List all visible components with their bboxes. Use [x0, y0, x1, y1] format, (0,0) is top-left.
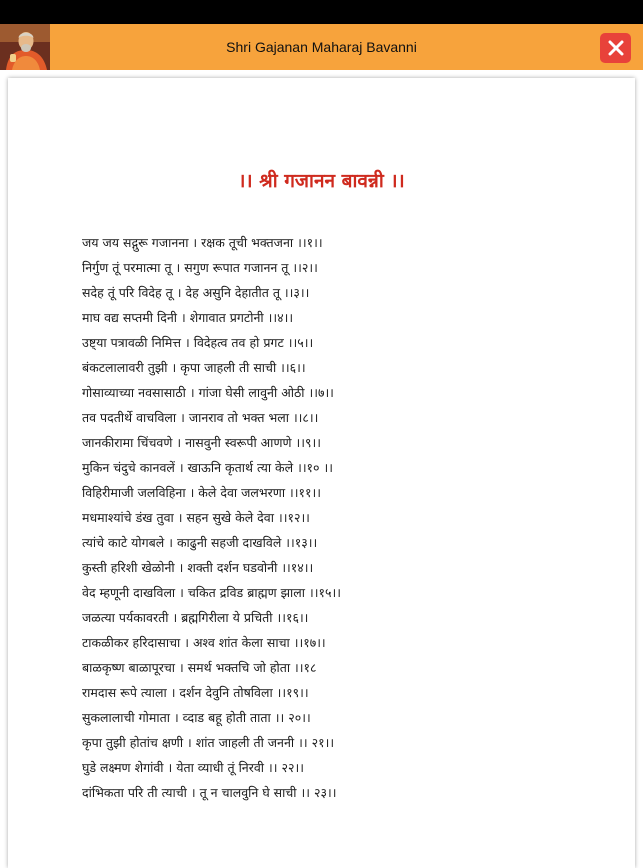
verse-line: टाकळीकर हरिदासाचा । अश्व शांत केला साचा ।।१७।।	[82, 635, 326, 650]
app-title: Shri Gajanan Maharaj Bavanni	[226, 39, 417, 55]
verse-line: निर्गुण तूं परमात्मा तू । सगुण रूपात गजानन तू ।।२।।	[82, 260, 318, 275]
content-card	[8, 78, 635, 868]
verse-line: माघ वद्य सप्तमी दिनी । शेगावात प्रगटोनी ।।४।।	[82, 310, 294, 325]
verse-line: गोसाव्याच्या नवसासाठी । गांजा घेसी लावुनी ओठी ।।७।।	[82, 385, 334, 400]
close-button[interactable]	[600, 33, 631, 63]
status-bar	[0, 0, 643, 24]
app-header	[0, 24, 643, 70]
verse-line: दांभिकता परि ती त्याची । तू न चालवुनि घे साची ।। २३।।	[82, 785, 337, 800]
verse-line: मधमाश्यांचे डंख तुवा । सहन सुखे केले देवा ।।१२।।	[82, 510, 310, 525]
verse-line: सदेह तूं परि विदेह तू । देह असुनि देहातीत तू ।।३।।	[82, 285, 310, 300]
verse-line: कृपा तुझी होतांच क्षणी । शांत जाहली ती जननी ।। २१।।	[82, 735, 335, 750]
verse-line: जय जय सद्गुरू गजानना । रक्षक तूची भक्तजना ।।१।।	[82, 235, 323, 250]
close-icon	[608, 40, 624, 56]
verse-line: जानकीरामा चिंचवणे । नासवुनी स्वरूपी आणणे ।।९।।	[82, 435, 321, 450]
verse-line: रामदास रूपे त्याला । दर्शन देवुनि तोषविला ।।१९।।	[82, 685, 309, 700]
verse-line: वेद म्हणूनी दाखविला । चकित द्रविड ब्राह्मण झाला ।।१५।।	[82, 585, 341, 600]
verse-line: घुडे लक्ष्मण शेगांवी । येता व्याधी तूं निरवी ।। २२।।	[82, 760, 304, 775]
saint-portrait-icon	[0, 24, 50, 70]
verse-line: बाळकृष्ण बाळापूरचा । समर्थ भक्तचि जो होता ।।१८	[82, 660, 317, 675]
verse-line: उष्ट्या पत्रावळी निमित्त । विदेहत्व तव हो प्रगट ।।५।।	[82, 335, 314, 350]
verse-line: जळत्या पर्यकावरती । ब्रह्मगिरीला ये प्रचिती ।।१६।।	[82, 610, 309, 625]
verse-line: विहिरीमाजी जलविहिना । केले देवा जलभरणा ।।११।।	[82, 485, 321, 500]
verse-line: सुकलालाची गोमाता । व्दाड बहू होती ताता ।। २०।।	[82, 710, 311, 725]
verse-line: तव पदतीर्थे वाचविला । जानराव तो भक्त भला ।।८।।	[82, 410, 319, 425]
avatar	[0, 24, 50, 70]
verse-line: त्यांचे काटे योगबले । काढुनी सहजी दाखविले ।।१३।।	[82, 535, 318, 550]
verse-list	[82, 230, 341, 805]
verse-line: मुकिन चंदुचे कानवलें । खाऊनि कृतार्थ त्या केले ।।१० ।।	[82, 460, 333, 475]
verse-line: बंकटलालावरी तुझी । कृपा जाहली ती साची ।।६।।	[82, 360, 306, 375]
page-title: ।। श्री गजानन बावन्नी ।।	[238, 169, 405, 192]
verse-line: कुस्ती हरिशी खेळोनी । शक्ती दर्शन घडवोनी ।।१४।।	[82, 560, 314, 575]
